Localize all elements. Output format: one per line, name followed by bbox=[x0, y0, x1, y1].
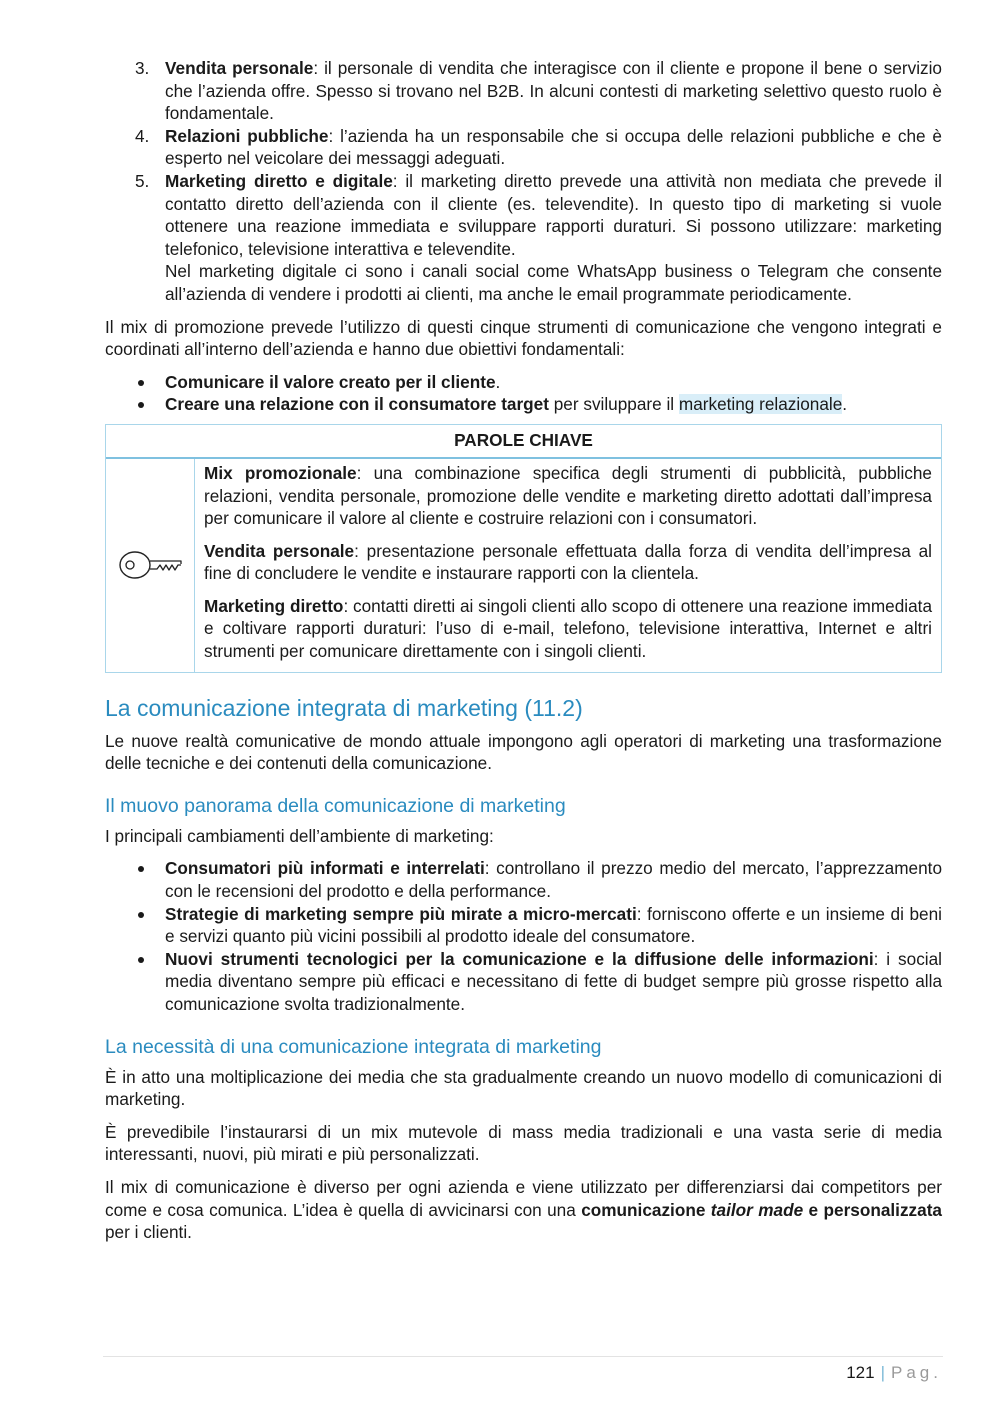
definition-text: : contatti diretti ai singoli clienti allo scopo di ottenere una reazione immediata e coltivare rapporti duraturi: l’uso di e-mail, telefono, televisione interattiva, Internet e altri strumenti per comunicare direttamente con i singoli clienti. bbox=[204, 595, 933, 662]
list-text: : l’azienda ha un responsabile che si occupa delle relazioni pubbliche e che è esperto nel veicolare dei messaggi adeguati. bbox=[165, 125, 942, 169]
definition-text: : una combinazione specifica degli strumenti di pubblicità, pubbliche relazioni, vendita personale, promozione delle vendite e marketing diretto adottati dall’impresa per comunicare il valore al cliente e costruire relazioni con i consumatori. bbox=[204, 462, 932, 529]
bullet-icon bbox=[138, 402, 144, 408]
list-text: : controllano il prezzo medio del mercato, l’apprezzamento con le recensioni del prodotto e della performance. bbox=[165, 858, 943, 902]
paragraph bbox=[105, 1176, 942, 1244]
list-text-continued: Nel marketing digitale ci sono i canali social come WhatsApp business o Telegram che consente all’azienda di vendere i prodotti ai clienti, ma anche le email programmate periodicamente. bbox=[165, 261, 942, 304]
paragraph-text: per i clienti. bbox=[105, 1222, 192, 1243]
list-item bbox=[105, 393, 942, 416]
definition-term: Mix promozionale bbox=[204, 462, 357, 483]
list-number: 4. bbox=[135, 125, 150, 146]
key-icon bbox=[117, 548, 183, 582]
bullet-icon bbox=[138, 380, 144, 386]
footer-divider bbox=[103, 1356, 943, 1357]
list-term: Strategie di marketing sempre più mirate a micro-mercati bbox=[165, 903, 637, 924]
list-text: : il marketing diretto prevede una attività non mediata che prevede il contatto diretto dell’azienda con il cliente (es. televendite). In questo tipo di marketing si vuole ottenere una reazione immediata e sviluppare rapporti duraturi. Si possono utilizzare: marketing telefonico, televisione interattiva e televendite. bbox=[165, 170, 942, 259]
subsection-title: Il muovo panorama della comunicazione di marketing bbox=[105, 794, 566, 817]
section-intro: Le nuove realtà comunicative de mondo attuale impongono agli operatori di marketing una trasformazione delle tecniche e dei contenuti della comunicazione. bbox=[105, 730, 942, 774]
bullet-icon bbox=[138, 912, 144, 918]
numbered-list bbox=[105, 57, 942, 306]
section-title: La comunicazione integrata di marketing (11.2) bbox=[105, 694, 583, 721]
objective-tail: . bbox=[842, 394, 848, 415]
paragraph: È in atto una moltiplicazione dei media che sta gradualmente creando un nuovo modello di comunicazioni di marketing. bbox=[105, 1066, 942, 1110]
definition bbox=[204, 462, 932, 530]
list-number: 5. bbox=[135, 170, 150, 191]
list-item bbox=[105, 57, 942, 125]
objective-text: per sviluppare il bbox=[548, 394, 679, 415]
highlighted-term: marketing relazionale bbox=[678, 394, 843, 415]
definition-term: Marketing diretto bbox=[204, 595, 344, 616]
list-item bbox=[105, 948, 942, 1016]
keywords-definitions bbox=[195, 459, 941, 672]
paragraph: È prevedibile l’instaurarsi di un mix mutevole di mass media tradizionali e una vasta serie di media interessanti, nuovi, più mirati e più personalizzati. bbox=[105, 1121, 942, 1165]
document-page bbox=[105, 57, 942, 1244]
list-text: : il personale di vendita che interagisce con il cliente e propone il bene o servizio che l’azienda offre. Spesso si trovano nel B2B. In alcuni contesti di marketing selettivo questo ruolo è fondamentale. bbox=[165, 58, 942, 124]
bullet-icon bbox=[138, 866, 144, 872]
bullet-icon bbox=[138, 957, 144, 963]
list-term: Nuovi strumenti tecnologici per la comunicazione e la diffusione delle informazioni bbox=[165, 948, 874, 969]
objective-term: Creare una relazione con il consumatore target bbox=[165, 394, 549, 415]
list-term: Vendita personale bbox=[165, 58, 314, 78]
changes-list bbox=[105, 857, 942, 1015]
footer-separator: | bbox=[880, 1363, 886, 1382]
list-term: Marketing diretto e digitale bbox=[165, 170, 393, 191]
objectives-list bbox=[105, 371, 942, 416]
list-item bbox=[105, 125, 942, 170]
objective-tail: . bbox=[495, 371, 501, 392]
paragraph-text: Il mix di comunicazione è diverso per ogni azienda e viene utilizzato per differenziarsi dai competitors per come e cosa comunica. L’idea è quella di avvicinarsi con una bbox=[105, 1176, 942, 1220]
list-item bbox=[105, 903, 942, 948]
page-label: Pag. bbox=[891, 1363, 942, 1382]
list-text: : i social media diventano sempre più efficaci e necessitano di fette di budget sempre più grosse rispetto alla comunicazione svolta tradizionalmente. bbox=[165, 948, 942, 1014]
keywords-icon-cell bbox=[106, 459, 195, 672]
subsection-title: La necessità di una comunicazione integrata di marketing bbox=[105, 1035, 602, 1058]
list-item bbox=[105, 857, 942, 902]
emphasis: e personalizzata bbox=[803, 1199, 942, 1220]
keywords-box bbox=[105, 424, 942, 673]
list-item bbox=[105, 371, 942, 394]
definition-term: Vendita personale bbox=[204, 540, 355, 561]
subsection-intro: I principali cambiamenti dell’ambiente di marketing: bbox=[105, 825, 494, 846]
emphasis: comunicazione bbox=[581, 1199, 706, 1220]
keywords-header: PAROLE CHIAVE bbox=[106, 425, 941, 459]
list-item bbox=[105, 170, 942, 306]
page-footer bbox=[846, 1362, 942, 1384]
list-number: 3. bbox=[135, 58, 150, 78]
definition bbox=[204, 540, 932, 585]
list-term: Relazioni pubbliche bbox=[165, 125, 329, 146]
page-number: 121 bbox=[846, 1363, 875, 1382]
definition-text: : presentazione personale effettuata dalla forza di vendita dell’impresa al fine di concludere le vendite e instaurare rapporti con la clientela. bbox=[204, 540, 932, 584]
definition bbox=[204, 595, 932, 663]
keywords-body bbox=[106, 459, 941, 672]
objective-term: Comunicare il valore creato per il cliente bbox=[165, 371, 496, 392]
list-term: Consumatori più informati e interrelati bbox=[165, 858, 485, 879]
list-text: : forniscono offerte e un insieme di beni e servizi quanto più vicini possibili al prodotto ideale del consumatore. bbox=[165, 903, 942, 947]
mix-paragraph: Il mix di promozione prevede l’utilizzo di questi cinque strumenti di comunicazione che vengono integrati e coordinati all’interno dell’azienda e hanno due obiettivi fondamentali: bbox=[105, 316, 942, 360]
emphasis-italic: tailor made bbox=[710, 1199, 804, 1220]
